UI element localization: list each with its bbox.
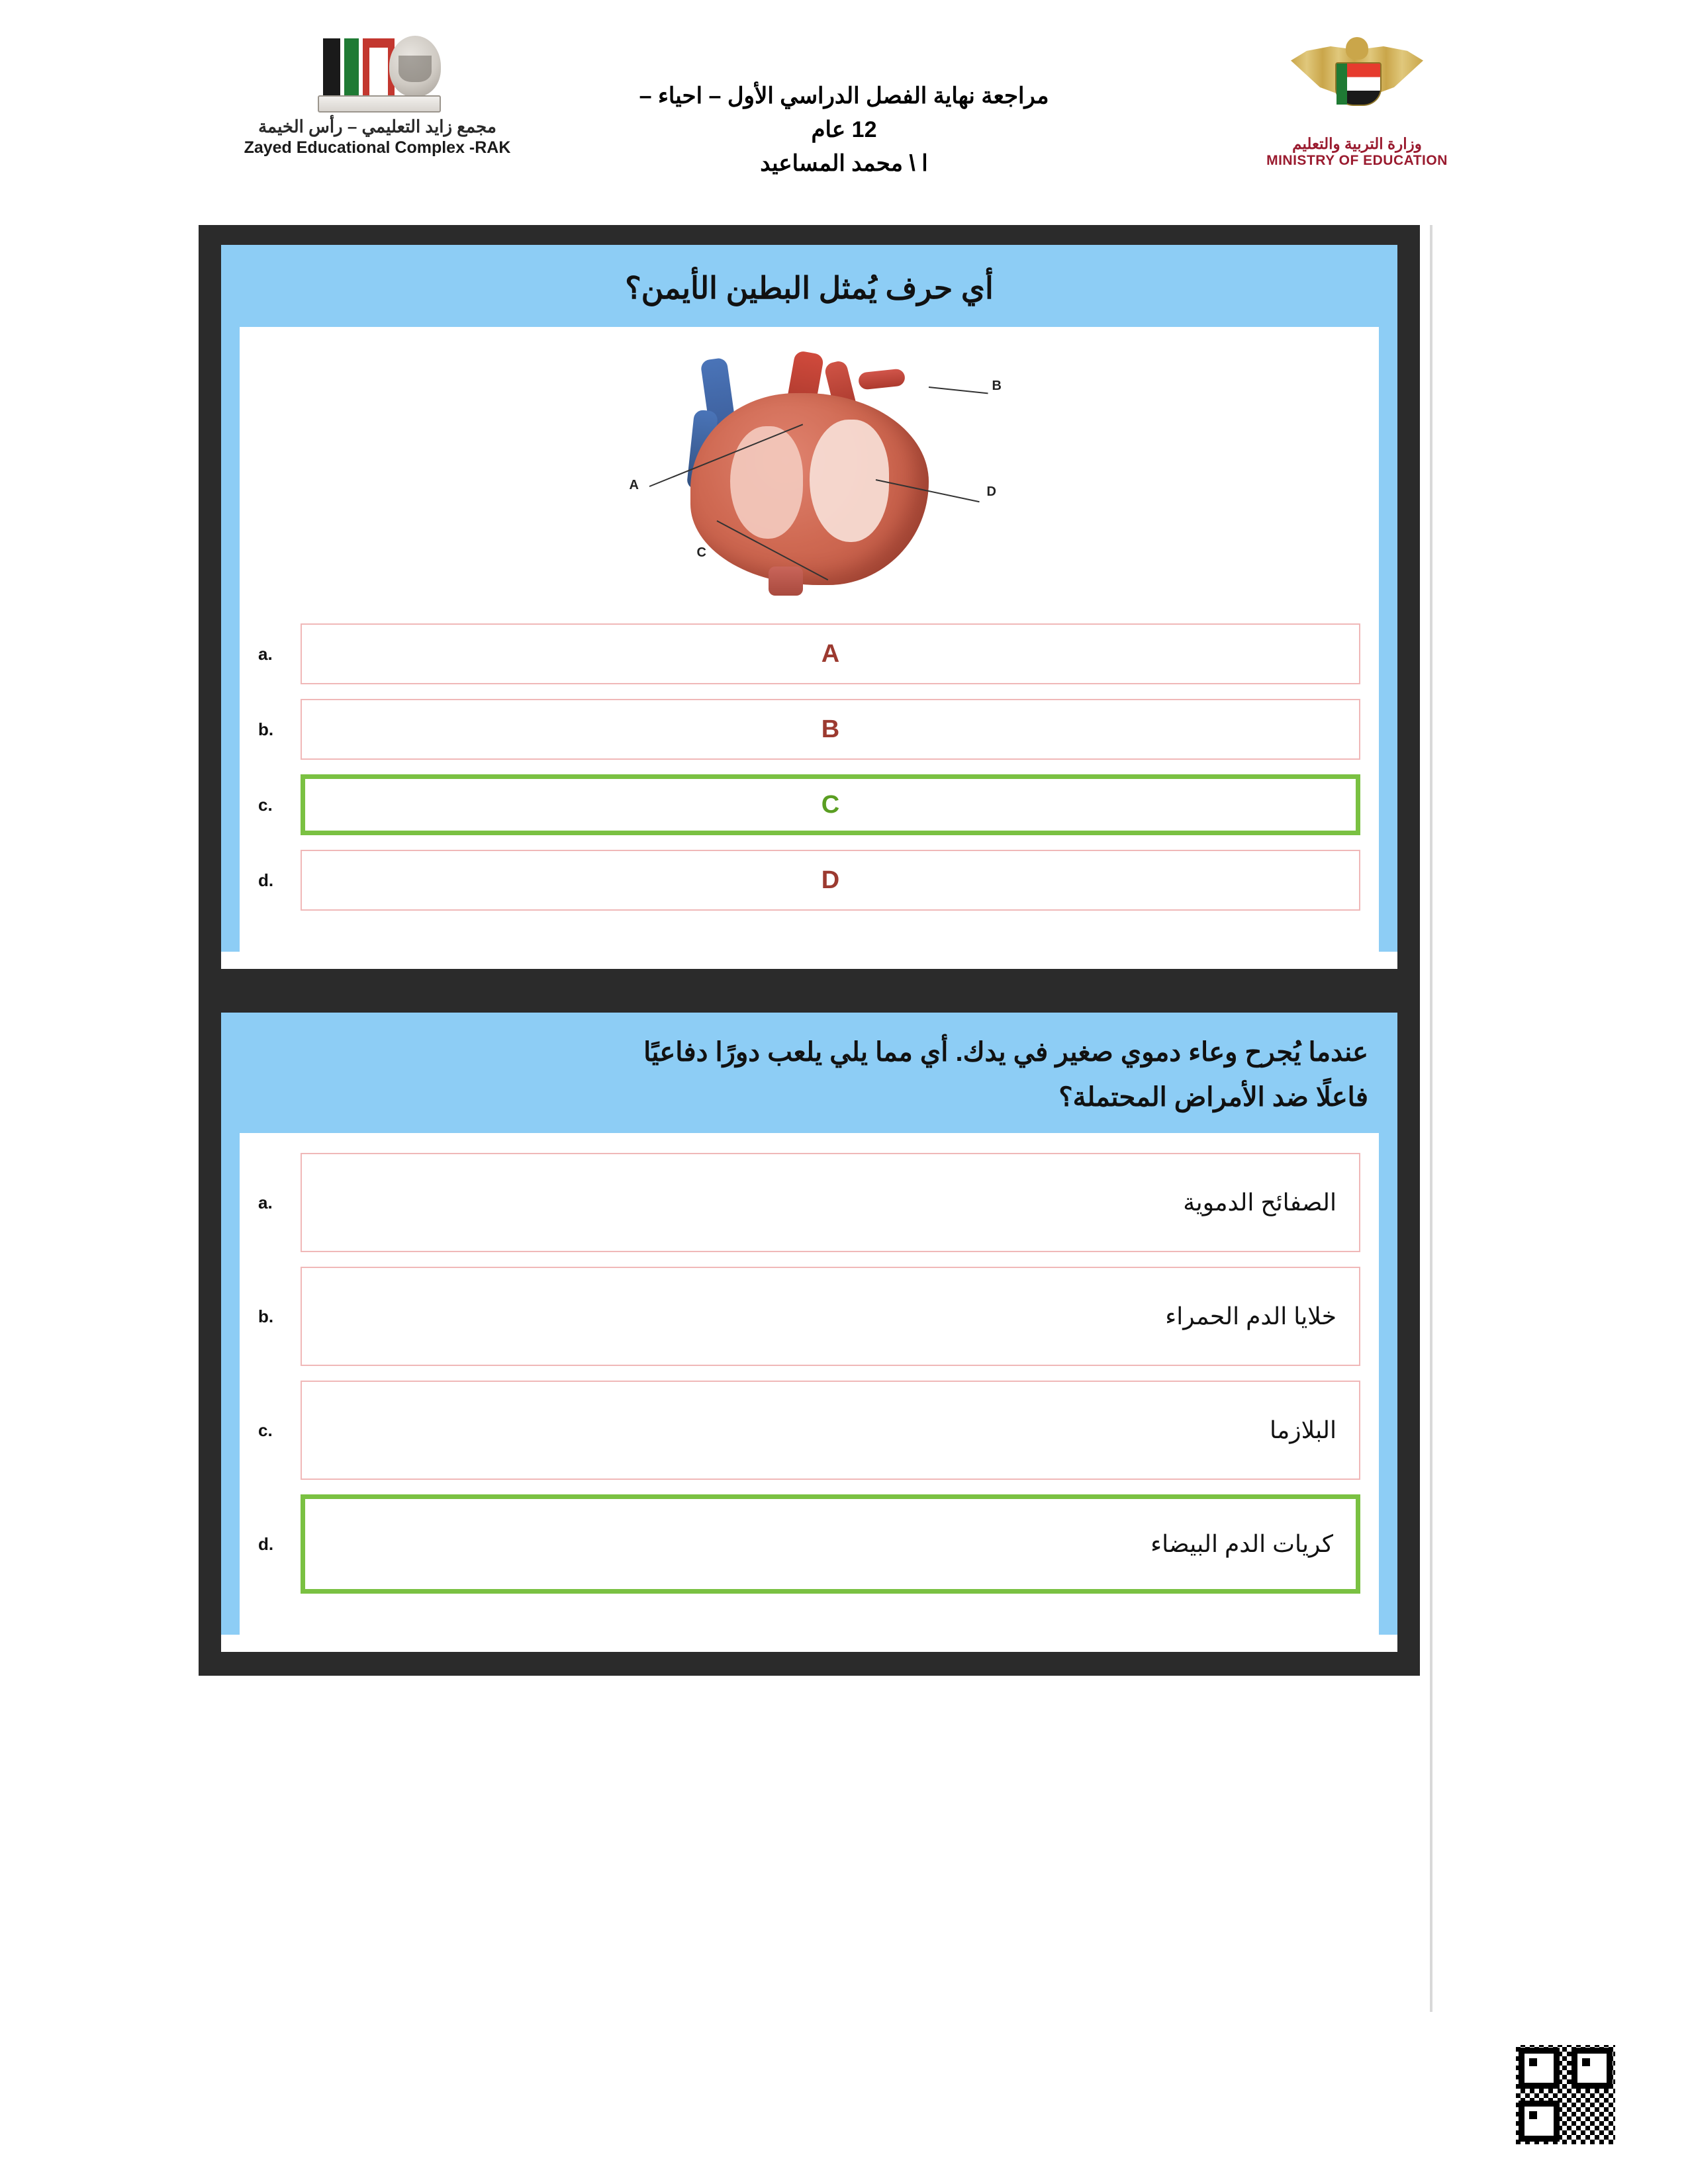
option2-a-label: الصفائح الدموية xyxy=(1183,1189,1336,1216)
qr-eye-top-right xyxy=(1571,2048,1613,2089)
apex-vessel xyxy=(769,567,803,596)
page-header xyxy=(0,26,1688,225)
school-logo xyxy=(199,33,556,158)
school-name-ar: مجمع زايد التعليمي – رأس الخيمة xyxy=(258,116,496,136)
option2-d-label: كريات الدم البيضاء xyxy=(1150,1530,1333,1558)
leader-line-b xyxy=(928,387,988,394)
option-c-box-correct[interactable] xyxy=(301,774,1360,835)
slide-1-inner xyxy=(221,245,1397,969)
option-b-tag: b. xyxy=(258,719,274,739)
option-d[interactable] xyxy=(258,850,1360,911)
slide-1-body xyxy=(240,327,1379,952)
emblem-head xyxy=(1346,37,1368,60)
option2-c[interactable] xyxy=(258,1381,1360,1480)
ministry-logo xyxy=(1231,33,1483,169)
option-b-box[interactable] xyxy=(301,699,1360,760)
falcon-emblem-icon xyxy=(1288,33,1427,132)
slide-2-bottom-gap xyxy=(221,1635,1397,1652)
option-d-label: D xyxy=(821,866,840,894)
school-name-en: Zayed Educational Complex -RAK xyxy=(244,138,511,157)
document-title xyxy=(530,79,1158,181)
chamber-right xyxy=(810,420,889,542)
slide-2-body xyxy=(240,1133,1379,1635)
option-b[interactable] xyxy=(258,699,1360,760)
title-line-3: ا \ محمد المساعيد xyxy=(760,151,928,176)
page-edge-line xyxy=(1430,225,1432,2012)
arch-vessel xyxy=(857,369,905,390)
figure-label-b: B xyxy=(992,379,1002,394)
heart-illustration xyxy=(591,347,1028,598)
figure-label-c: C xyxy=(696,545,706,561)
slide-2-question-header xyxy=(221,1013,1397,1133)
qr-eye-top-left xyxy=(1519,2048,1560,2089)
heart-diagram xyxy=(258,347,1360,612)
option-d-tag: d. xyxy=(258,870,274,890)
option2-b[interactable] xyxy=(258,1267,1360,1366)
falcon-icon xyxy=(389,36,441,97)
emblem-shield xyxy=(1335,62,1382,106)
option2-a[interactable] xyxy=(258,1153,1360,1252)
option2-c-tag: c. xyxy=(258,1420,273,1440)
slide-1-question-header xyxy=(221,245,1397,327)
ministry-name-ar: وزارة التربية والتعليم xyxy=(1292,135,1422,152)
option2-d-box-correct[interactable] xyxy=(301,1494,1360,1594)
figure-label-a: A xyxy=(629,478,639,493)
option2-d[interactable] xyxy=(258,1494,1360,1594)
title-line-2: 12 عام xyxy=(811,117,877,142)
figure-label-d: D xyxy=(986,484,996,500)
option2-b-box[interactable] xyxy=(301,1267,1360,1366)
option-a[interactable] xyxy=(258,623,1360,684)
option-a-label: A xyxy=(821,639,840,668)
slide-2-question-line-1: عندما يُجرح وعاء دموي صغير في يدك. أي مما يلي يلعب دورًا دفاعيًا xyxy=(643,1038,1368,1068)
slide-question-1 xyxy=(199,225,1420,993)
option2-b-label: خلايا الدم الحمراء xyxy=(1165,1302,1336,1330)
slides-container xyxy=(199,225,1420,1676)
option2-a-tag: a. xyxy=(258,1192,273,1212)
qr-eye-bottom-left xyxy=(1519,2101,1560,2142)
slide-1-question-text: أي حرف يُمثل البطين الأيمن؟ xyxy=(625,271,994,305)
option-a-tag: a. xyxy=(258,643,273,664)
logo-bar-white xyxy=(369,48,388,98)
slide-question-2 xyxy=(199,993,1420,1676)
option-b-label: B xyxy=(821,715,840,743)
chamber-left xyxy=(730,426,803,539)
title-line-1: مراجعة نهاية الفصل الدراسي الأول – احياء – xyxy=(639,83,1049,109)
ministry-name-en: MINISTRY OF EDUCATION xyxy=(1266,153,1448,168)
option-a-box[interactable] xyxy=(301,623,1360,684)
option2-d-tag: d. xyxy=(258,1533,274,1554)
option2-b-tag: b. xyxy=(258,1306,274,1326)
option-c-tag: c. xyxy=(258,794,273,815)
qr-code xyxy=(1516,2045,1615,2144)
school-logo-mark xyxy=(311,33,444,113)
slide-2-question-line-2: فاعلًا ضد الأمراض المحتملة؟ xyxy=(1058,1083,1368,1113)
option2-c-box[interactable] xyxy=(301,1381,1360,1480)
option2-c-label: البلازما xyxy=(1270,1416,1336,1444)
option-c[interactable] xyxy=(258,774,1360,835)
book-icon xyxy=(318,95,441,113)
slide-1-bottom-gap xyxy=(221,952,1397,969)
option-c-label: C xyxy=(821,790,840,819)
option2-a-box[interactable] xyxy=(301,1153,1360,1252)
option-d-box[interactable] xyxy=(301,850,1360,911)
slide-2-inner xyxy=(221,1013,1397,1652)
